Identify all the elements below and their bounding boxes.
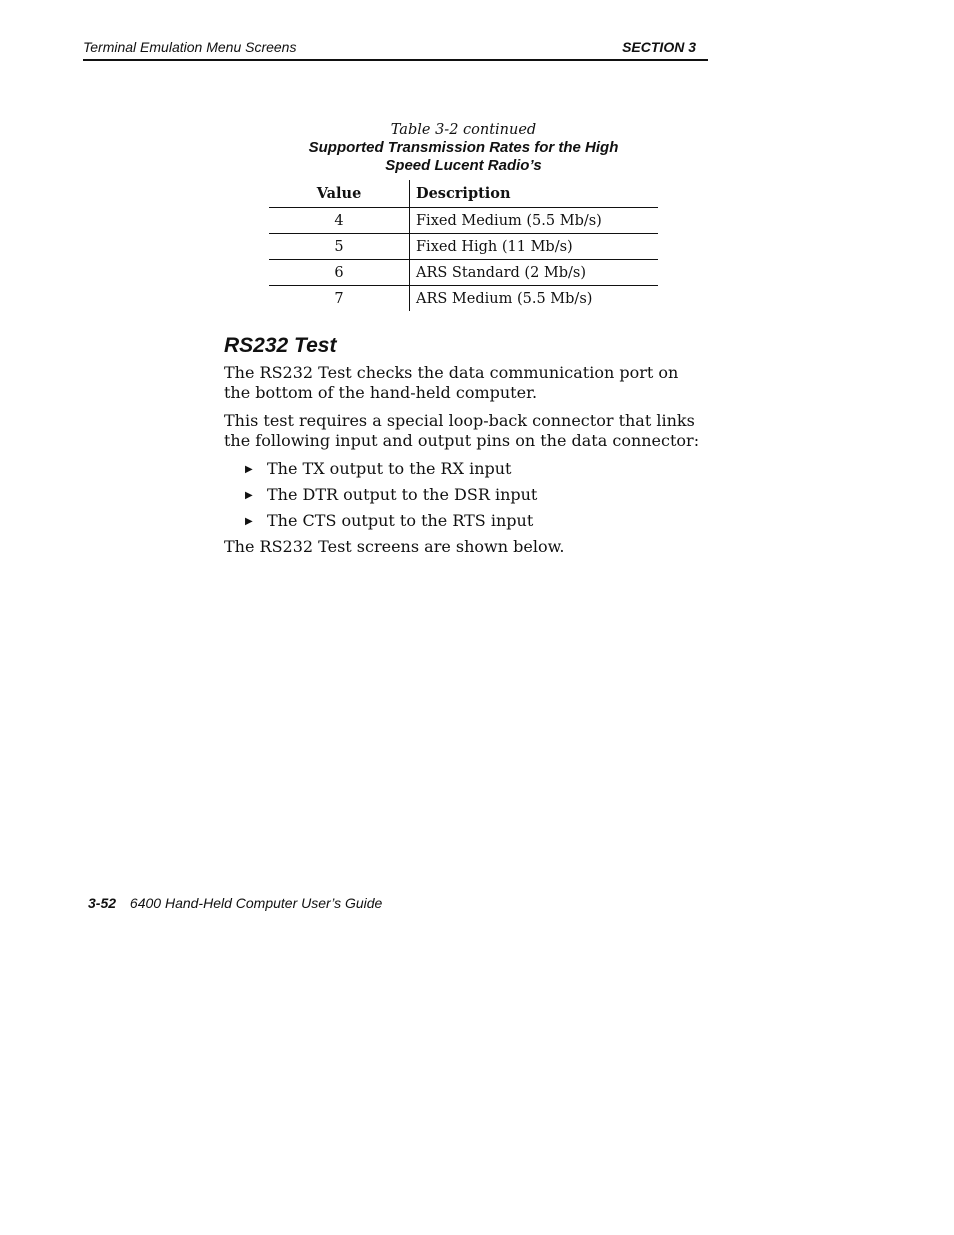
page-number: 3-52 — [88, 895, 117, 911]
paragraph-closing: The RS232 Test screens are shown below. — [224, 537, 565, 556]
bullet-list — [224, 459, 708, 531]
list-item — [224, 511, 708, 531]
list-item — [224, 485, 708, 505]
cell-value: 5 — [269, 234, 410, 260]
paragraph-requirements: This test requires a special loop-back connector that links the following input and output pins on the data connector: — [224, 411, 700, 450]
column-header-value: Value — [269, 180, 410, 208]
bullet-arrow-icon: ▶ — [245, 464, 253, 475]
page-header — [83, 38, 708, 61]
table-title-line-1: Supported Transmission Rates for the High — [308, 139, 619, 156]
list-item-text: The CTS output to the RTS input — [267, 511, 534, 530]
cell-description: ARS Medium (5.5 Mb/s) — [416, 290, 593, 307]
list-item-text: The DTR output to the DSR input — [267, 485, 538, 504]
bullet-arrow-icon: ▶ — [245, 490, 253, 501]
cell-description: Fixed Medium (5.5 Mb/s) — [416, 212, 602, 229]
cell-value: 7 — [269, 286, 410, 312]
section-heading: RS232 Test — [224, 334, 337, 357]
column-header-description: Description — [416, 185, 511, 202]
table-row — [269, 286, 658, 312]
transmission-rates-table — [269, 180, 658, 311]
cell-description: ARS Standard (2 Mb/s) — [416, 264, 587, 281]
table-row — [269, 208, 658, 234]
paragraph-intro: The RS232 Test checks the data communication port on the bottom of the hand-held computer. — [224, 363, 679, 402]
list-item-text: The TX output to the RX input — [267, 459, 512, 478]
book-title: 6400 Hand-Held Computer User’s Guide — [129, 895, 383, 911]
cell-description: Fixed High (11 Mb/s) — [416, 238, 573, 255]
header-chapter-title: Terminal Emulation Menu Screens — [83, 39, 297, 55]
list-item — [224, 459, 708, 479]
table-row — [269, 260, 658, 286]
table-header-row — [269, 180, 658, 208]
table-caption — [269, 120, 658, 175]
header-section-label: SECTION 3 — [622, 39, 696, 55]
table-row — [269, 234, 658, 260]
bullet-arrow-icon: ▶ — [245, 516, 253, 527]
section-content — [224, 333, 708, 557]
cell-value: 6 — [269, 260, 410, 286]
table-continued-label: Table 3-2 continued — [390, 122, 537, 138]
cell-value: 4 — [269, 208, 410, 234]
page-footer — [88, 895, 382, 911]
table-title-line-2: Speed Lucent Radio’s — [385, 157, 542, 174]
